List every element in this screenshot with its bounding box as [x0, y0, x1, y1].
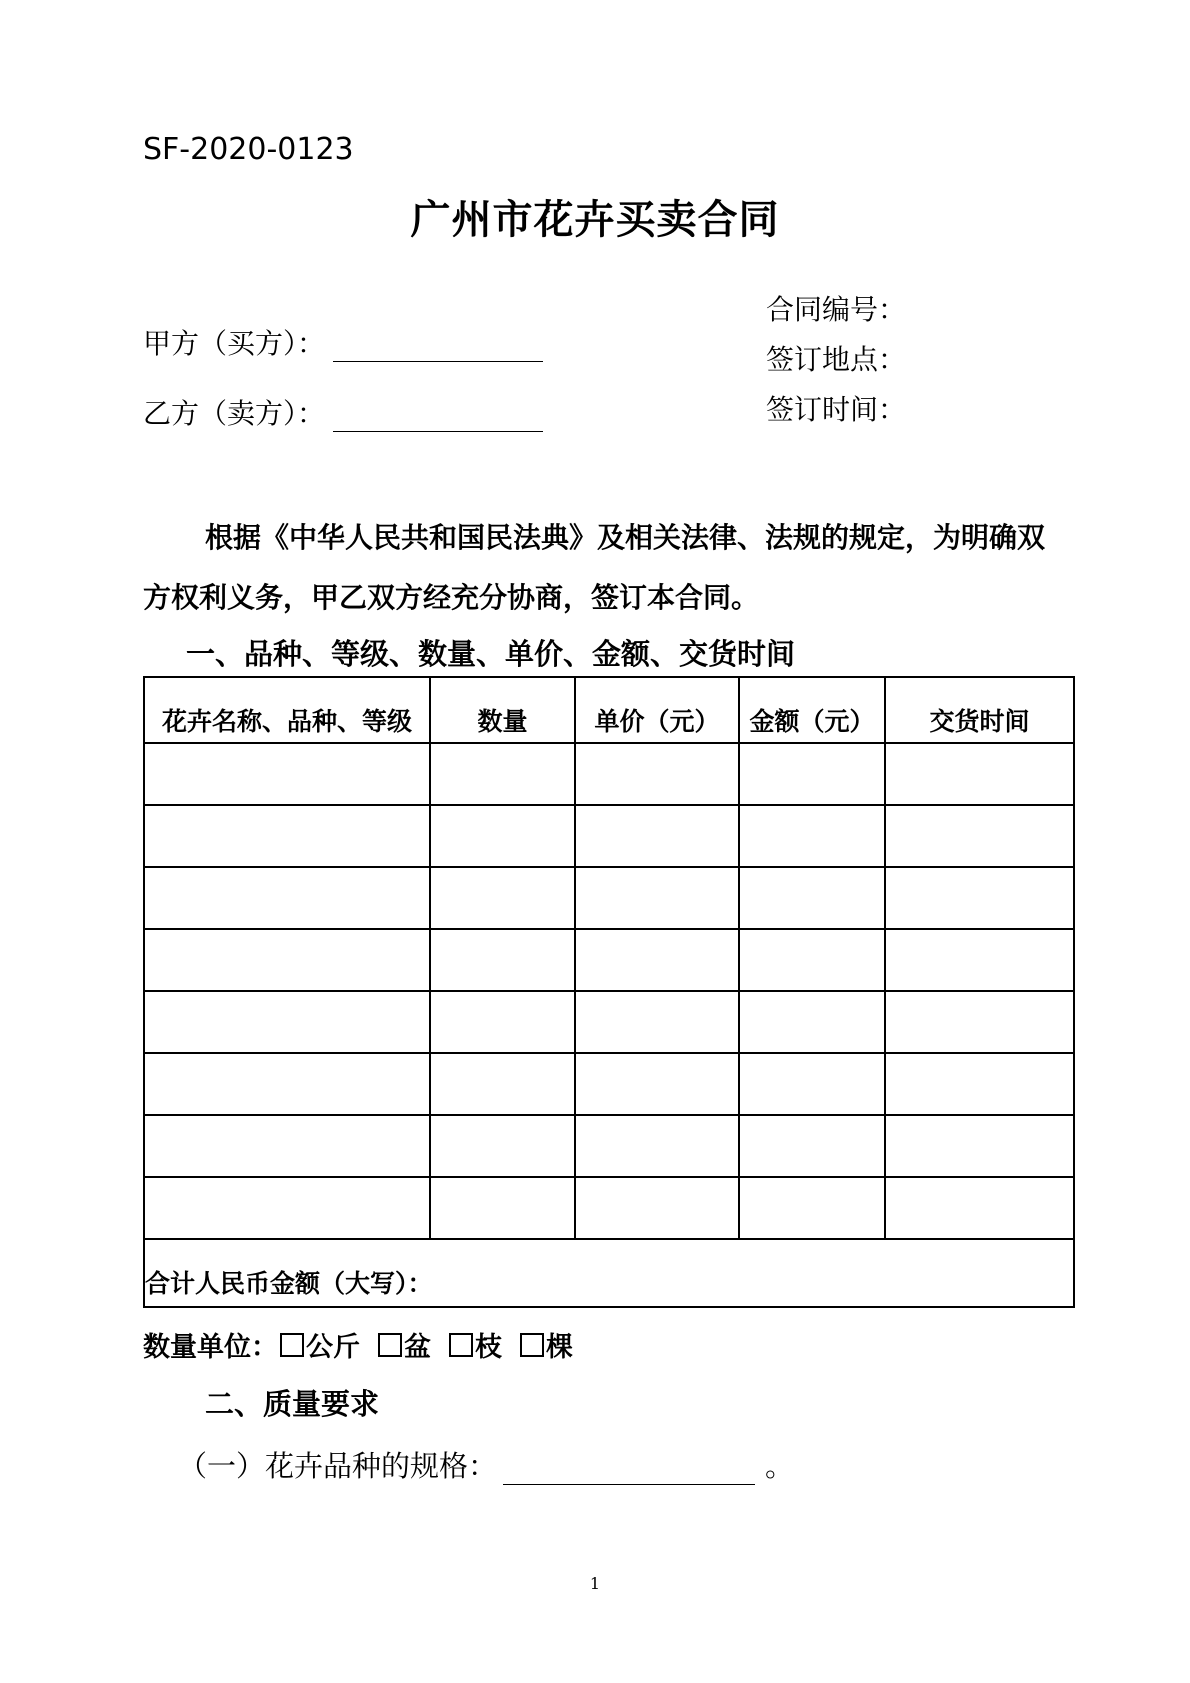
- items-table: [143, 676, 1075, 1308]
- contract-code: SF-2020-0123: [143, 132, 354, 167]
- col-header-delivery-time: 交货时间: [885, 677, 1074, 743]
- table-cell[interactable]: [430, 929, 575, 991]
- table-cell[interactable]: [885, 991, 1074, 1053]
- page-number: 1: [589, 1574, 601, 1593]
- table-cell[interactable]: [575, 1115, 739, 1177]
- table-cell[interactable]: [739, 743, 885, 805]
- sign-time-label: 签订时间：: [766, 393, 907, 426]
- table-cell[interactable]: [885, 867, 1074, 929]
- quality-spec-blank[interactable]: [503, 1456, 755, 1485]
- col-header-amount: 金额（元）: [739, 677, 885, 743]
- table-cell[interactable]: [739, 929, 885, 991]
- section2-heading: 二、质量要求: [205, 1387, 380, 1421]
- table-cell[interactable]: [144, 1053, 430, 1115]
- table-cell[interactable]: [739, 1115, 885, 1177]
- table-row: [144, 1115, 1074, 1177]
- table-cell[interactable]: [430, 805, 575, 867]
- col-header-quantity: 数量: [430, 677, 575, 743]
- table-cell[interactable]: [430, 743, 575, 805]
- table-cell[interactable]: [430, 867, 575, 929]
- total-amount-label: 合计人民币金额（大写）：: [145, 1269, 433, 1298]
- table-cell[interactable]: [430, 991, 575, 1053]
- party-b-line: [143, 392, 543, 432]
- sign-place-label: 签订地点：: [766, 343, 907, 376]
- table-cell[interactable]: [739, 1053, 885, 1115]
- table-cell[interactable]: [739, 1177, 885, 1239]
- table-cell[interactable]: [144, 1115, 430, 1177]
- table-cell[interactable]: [885, 929, 1074, 991]
- table-cell[interactable]: [885, 1177, 1074, 1239]
- table-row: [144, 929, 1074, 991]
- party-a-label: 甲方（买方）：: [143, 327, 326, 360]
- table-row: [144, 867, 1074, 929]
- table-cell[interactable]: [575, 867, 739, 929]
- col-header-unit-price: 单价（元）: [575, 677, 739, 743]
- table-row: [144, 743, 1074, 805]
- table-cell[interactable]: [144, 929, 430, 991]
- unit-checkbox-kg[interactable]: [280, 1333, 304, 1357]
- contract-no-label: 合同编号：: [766, 293, 907, 326]
- table-header-row: [144, 677, 1074, 743]
- table-cell[interactable]: [144, 805, 430, 867]
- table-row: [144, 805, 1074, 867]
- quality-item-1-label: （一）花卉品种的规格：: [178, 1449, 498, 1483]
- table-cell[interactable]: [575, 805, 739, 867]
- unit-checkbox-pot[interactable]: [378, 1333, 402, 1357]
- page-title: 广州市花卉买卖合同: [410, 197, 780, 243]
- table-row: [144, 991, 1074, 1053]
- total-row: [144, 1239, 1074, 1307]
- unit-option-pot: 盆: [404, 1332, 431, 1363]
- party-a-blank[interactable]: [333, 333, 543, 362]
- unit-option-kg: 公斤: [306, 1332, 360, 1363]
- quality-item-1: [178, 1444, 794, 1485]
- table-cell[interactable]: [575, 929, 739, 991]
- party-b-blank[interactable]: [333, 403, 543, 432]
- table-cell[interactable]: [739, 991, 885, 1053]
- table-cell[interactable]: [430, 1115, 575, 1177]
- table-cell[interactable]: [430, 1177, 575, 1239]
- quality-item-1-end: 。: [765, 1449, 795, 1483]
- party-b-label: 乙方（卖方）：: [143, 397, 326, 430]
- intro-paragraph: 根据《中华人民共和国民法典》及相关法律、法规的规定，为明确双方权利义务，甲乙双方经充分协商，签订本合同。: [143, 521, 1046, 614]
- table-row: [144, 1177, 1074, 1239]
- table-cell[interactable]: [885, 743, 1074, 805]
- table-cell[interactable]: [144, 991, 430, 1053]
- table-cell[interactable]: [575, 1177, 739, 1239]
- total-amount-cell[interactable]: [144, 1239, 1074, 1307]
- table-cell[interactable]: [430, 1053, 575, 1115]
- table-row: [144, 1053, 1074, 1115]
- unit-checkbox-plant[interactable]: [520, 1333, 544, 1357]
- unit-option-stem: 枝: [475, 1332, 502, 1363]
- table-cell[interactable]: [739, 805, 885, 867]
- col-header-name: 花卉名称、品种、等级: [144, 677, 430, 743]
- party-a-line: [143, 322, 543, 362]
- table-cell[interactable]: [575, 991, 739, 1053]
- table-cell[interactable]: [885, 805, 1074, 867]
- quantity-units: [143, 1325, 573, 1364]
- table-cell[interactable]: [144, 1177, 430, 1239]
- table-cell[interactable]: [144, 867, 430, 929]
- table-cell[interactable]: [575, 743, 739, 805]
- table-cell[interactable]: [739, 867, 885, 929]
- unit-checkbox-stem[interactable]: [449, 1333, 473, 1357]
- table-cell[interactable]: [885, 1115, 1074, 1177]
- unit-option-plant: 棵: [546, 1332, 573, 1363]
- table-cell[interactable]: [575, 1053, 739, 1115]
- table-cell[interactable]: [885, 1053, 1074, 1115]
- units-label: 数量单位：: [143, 1332, 278, 1363]
- section1-heading: 一、品种、等级、数量、单价、金额、交货时间: [186, 637, 796, 671]
- table-cell[interactable]: [144, 743, 430, 805]
